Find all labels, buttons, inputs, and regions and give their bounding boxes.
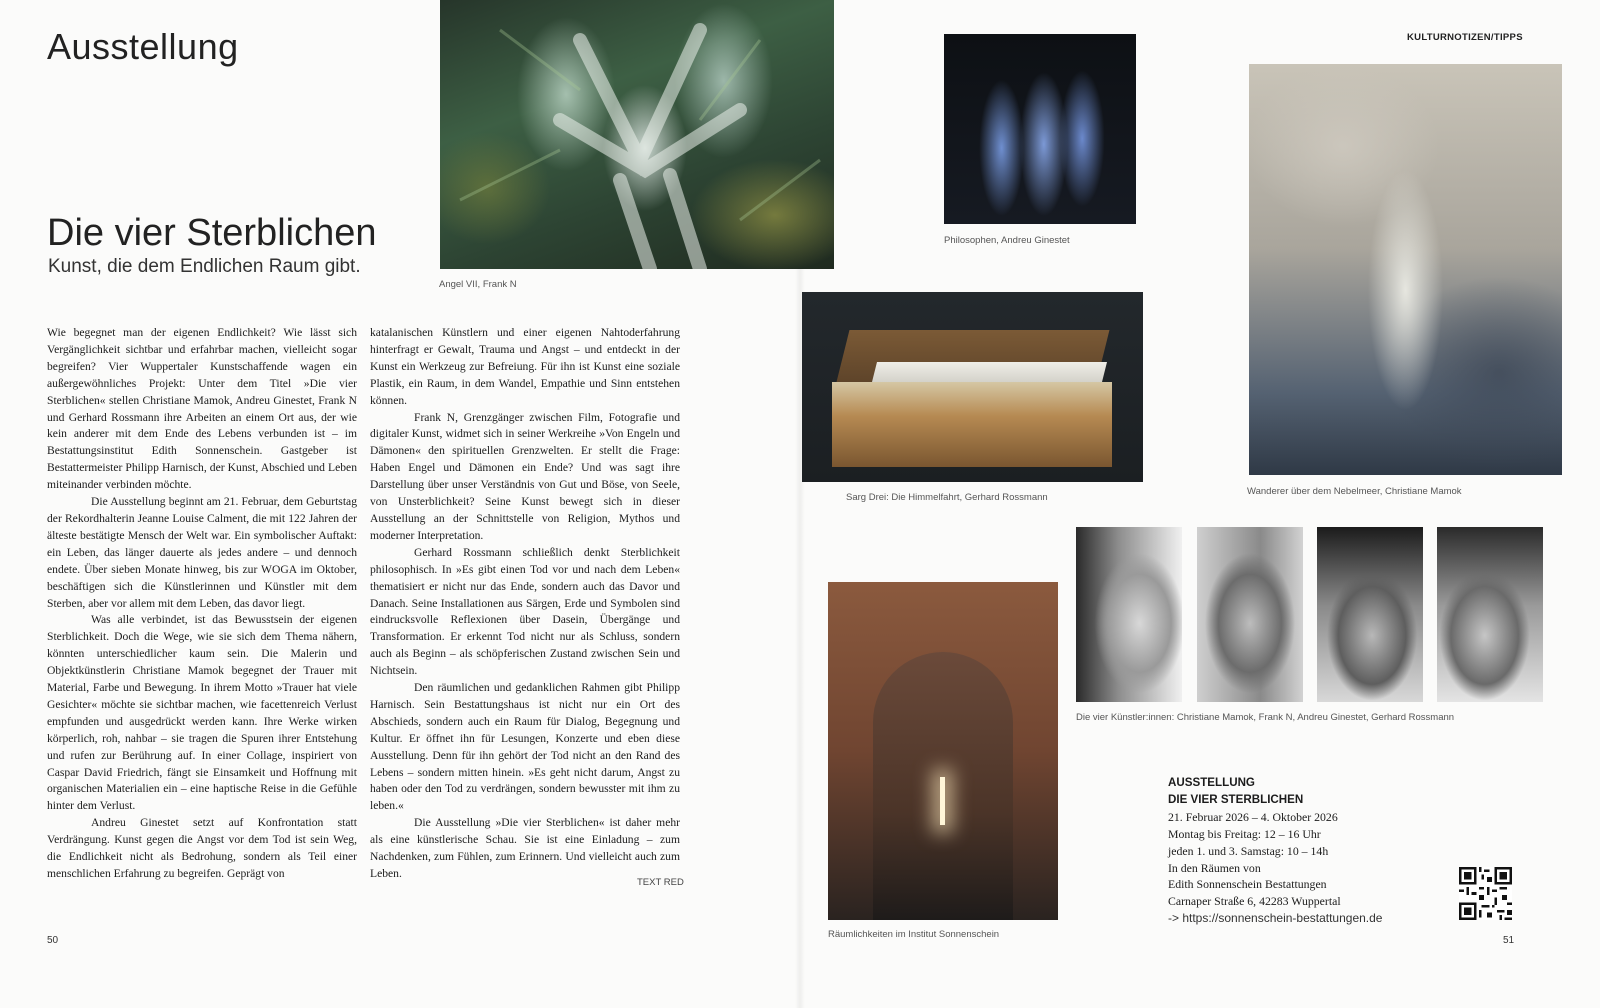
caption-wanderer: Wanderer über dem Nebelmeer, Christiane Mamok bbox=[1247, 486, 1462, 497]
info-location-intro: In den Räumen von bbox=[1168, 860, 1261, 875]
author-credit: TEXT RED bbox=[637, 877, 684, 888]
category-label: KULTURNOTIZEN/TIPPS bbox=[1407, 32, 1523, 43]
angel-texture bbox=[440, 0, 834, 269]
paragraph: Frank N, Grenzgänger zwischen Film, Fotografie und digitaler Kunst, widmet sich in seiner Werkreihe »Von Engeln und Dämonen« den spirituellen Grenzwelten. Er stellt die Frage: Haben Engel und Dämonen ein Ende? Und was sagt ihre Darstellung über unser Verständnis von Gut und Böse, von Seele, von Unsterblichkeit? Seine Kunst bewegt sich in dieser Ausstellung an der Schnittstelle von Religion, Mythos und moderner Interpretation. bbox=[370, 410, 680, 542]
portrait-gerhard-rossmann bbox=[1437, 527, 1543, 702]
paragraph: Die Ausstellung beginnt am 21. Februar, dem Geburtstag der Rekordhalterin Jeanne Louise Calment, die mit 122 Jahren der älteste bestätigte Mensch der Welt war. Ein symbolischer Auftakt: ein Leben, das länger dauerte als jedes andere – und dennoch endete. Über sieben Monate hinweg, bis zur WOGA im Oktober, beschäftigen sich die Künstlerinnen und Künstler mit dem Sterben, aber vor allem mit dem Leben, das davor liegt. bbox=[47, 495, 357, 610]
photo-raeumlichkeiten bbox=[828, 582, 1058, 920]
info-heading-2: DIE VIER STERBLICHEN bbox=[1168, 792, 1304, 806]
text-column-1 bbox=[47, 325, 357, 883]
paragraph: katalanischen Künstlern und einer eigenen Nahtoderfahrung hinterfragt er Gewalt, Trauma und Angst – und entdeckt in der Kunst ein Werkzeug zur Befreiung. Für ihn ist Kunst eine soziale Plastik, ein Raum, in dem Wandel, Empathie und Sinn entstehen können. bbox=[370, 326, 680, 407]
info-heading-1: AUSSTELLUNG bbox=[1168, 776, 1255, 789]
artwork-angel-image bbox=[440, 0, 834, 269]
caption-sarg: Sarg Drei: Die Himmelfahrt, Gerhard Rossmann bbox=[846, 492, 1048, 503]
article-subtitle: Kunst, die dem Endlichen Raum gibt. bbox=[48, 256, 361, 277]
paragraph: Die Ausstellung »Die vier Sterblichen« ist daher mehr als eine künstlerische Schau. Sie ist eine Einladung – zum Nachdenken, zum Fühlen, zum Erinnern. Und vielleicht auch zum Leben. bbox=[370, 816, 680, 880]
page-number-left: 50 bbox=[47, 935, 59, 946]
caption-angel: Angel VII, Frank N bbox=[439, 279, 517, 290]
website-link[interactable]: -> https://sonnenschein-bestattungen.de bbox=[1168, 911, 1383, 926]
paragraph: Gerhard Rossmann schließlich denkt Sterblichkeit philosophisch. In »Es gibt einen Tod vor und nach dem Leben« thematisiert er nicht nur das Ende, sondern auch das Davor und Danach. Seine Installationen aus Särgen, Erde und Symbolen sind eindrucksvolle Reflexionen über Dasein, Übergänge und Transformation. Er erkennt Tod nicht nur als Schluss, sondern auch als Beginn – als schöpferischen Zustand zwischen Sein und Nichtsein. bbox=[370, 545, 680, 678]
caption-philosophen: Philosophen, Andreu Ginestet bbox=[944, 235, 1070, 246]
artwork-sarg-image bbox=[802, 292, 1143, 482]
page-number-right: 51 bbox=[1503, 935, 1515, 946]
info-dates: 21. Februar 2026 – 4. Oktober 2026 bbox=[1168, 809, 1338, 824]
paragraph: Wie begegnet man der eigenen Endlichkeit? Wie lässt sich Vergänglichkeit sichtbar und erfahrbar machen, vielleicht sogar begreifen? Vier Wuppertaler Kunstschaffende wagen ein außergewöhnliches Projekt: Unter dem Titel »Die vier Sterblichen« stellen Christiane Mamok, Andreu Ginestet, Frank N und Gerhard Rossmann ihre Arbeiten an einem Ort aus, der wie kein anderer mit dem Ende des Lebens verbunden ist – im Bestattungsinstitut Edith Sonnenschein. Gastgeber ist Bestattermeister Philipp Harnisch, der Kunst, Abschied und Leben miteinander verbinden möchte. bbox=[47, 326, 357, 492]
artwork-philosophen-image bbox=[944, 34, 1136, 224]
paragraph: Was alle verbindet, ist das Bewusstsein der eigenen Sterblichkeit. Doch die Wege, wie sie sich dem Thema nähern, könnten unterschiedlicher kaum sein. Die Malerin und Objektkünstlerin Christiane Mamok begegnet der Trauer mit Material, Farbe und Bewegung. In ihrem Motto »Trauer hat viele Gesichter« möchte sie sichtbar machen, wie facettenreich Verlust empfunden und ausgedrückt werden kann. Ihre Werke wirken körperlich, roh, nahbar – sie tragen die Spuren ihrer Entstehung und rufen zur Berührung auf. In einer Collage, inspiriert von Caspar David Friedrich, fängt sie Einsamkeit und Hoffnung mit organischen Materialien ein – eine haptische Reise in die Gefühle hinter dem Verlust. bbox=[47, 613, 357, 813]
section-title: Ausstellung bbox=[47, 26, 239, 67]
paragraph: Den räumlichen und gedanklichen Rahmen gibt Philipp Harnisch. Sein Bestattungshaus ist nicht nur ein Ort des Abschieds, sondern auch ein Raum für Dialog, Begegnung und Kultur. Er öffnet ihn für Lesungen, Konzerte und eben diese Ausstellung. Denn für ihn gehört der Tod nicht an den Rand des Lebens – sondern mitten hinein. »Es geht nicht darum, Angst zu haben oder den Tod zu verdrängen, sondern bewusster mit ihm zu leben.« bbox=[370, 681, 680, 813]
coffin-body bbox=[832, 382, 1112, 467]
light-strip bbox=[940, 777, 945, 825]
paragraph: Andreu Ginestet setzt auf Konfrontation statt Verdrängung. Kunst gegen die Angst vor dem Tod ist sein Weg, die Endlichkeit nicht als Bedrohung, sondern als Teil einer menschlichen Erfahrung zu begreifen. Geprägt von bbox=[47, 816, 357, 880]
qr-code-icon[interactable] bbox=[1459, 867, 1512, 920]
portrait-christiane-mamok bbox=[1076, 527, 1182, 702]
info-hours-saturday: jeden 1. und 3. Samstag: 10 – 14h bbox=[1168, 843, 1329, 858]
text-column-2 bbox=[370, 325, 680, 883]
exhibition-info bbox=[1168, 775, 1382, 927]
info-venue: Edith Sonnenschein Bestattungen bbox=[1168, 877, 1327, 892]
article-title: Die vier Sterblichen bbox=[47, 212, 377, 254]
portrait-andreu-ginestet bbox=[1317, 527, 1423, 702]
artwork-wanderer-image bbox=[1249, 64, 1562, 475]
caption-raeume: Räumlichkeiten im Institut Sonnenschein bbox=[828, 929, 1000, 940]
info-address: Carnaper Straße 6, 42283 Wuppertal bbox=[1168, 894, 1341, 909]
caption-kuenstler: Die vier Künstler:innen: Christiane Mamok, Frank N, Andreu Ginestet, Gerhard Rossmann bbox=[1076, 712, 1455, 723]
info-hours-week: Montag bis Freitag: 12 – 16 Uhr bbox=[1168, 826, 1321, 841]
portrait-frank-n bbox=[1197, 527, 1303, 702]
